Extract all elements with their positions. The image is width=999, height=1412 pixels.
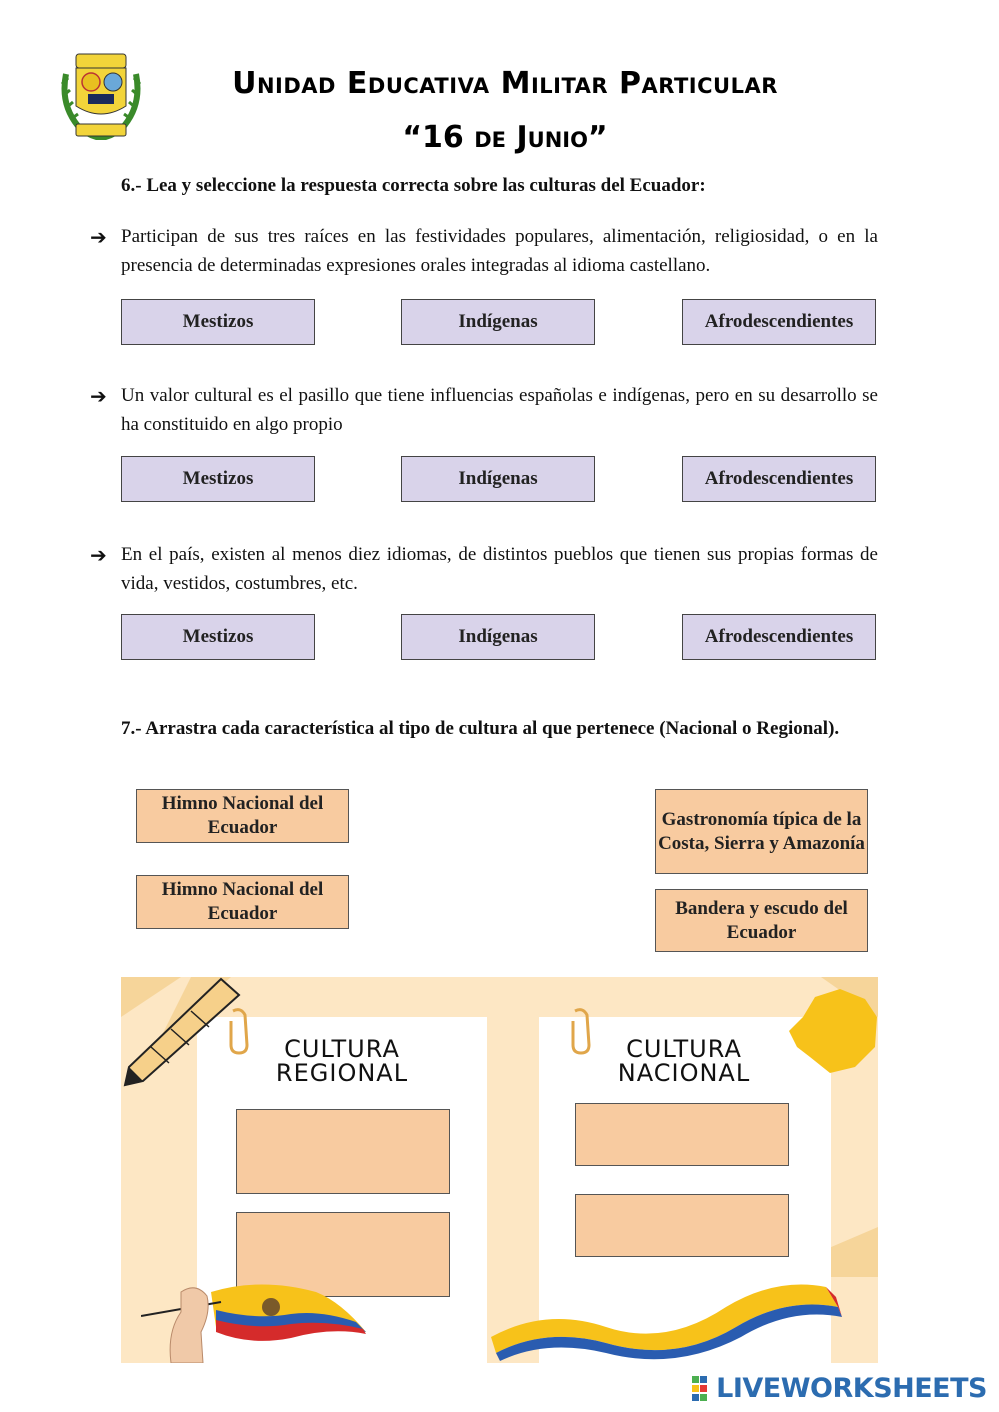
arrow-icon: ➔ (90, 543, 107, 567)
school-date: “16 de Junio” (402, 120, 608, 155)
q6-item-3-option-mestizos[interactable]: Mestizos (121, 614, 315, 660)
q6-item-3-option-afrodescendientes[interactable]: Afrodescendientes (682, 614, 876, 660)
regional-title-line-1: CULTURA (284, 1035, 400, 1063)
question-6-title: 6.- Lea y seleccione la respuesta correcta sobre las culturas del Ecuador: (121, 175, 706, 196)
q6-item-1-text: Participan de sus tres raíces en las festividades populares, alimentación, religiosidad, o en la presencia de determinadas expresiones orales integradas al idioma castellano. (121, 226, 878, 276)
drag-card-himno-1[interactable]: Himno Nacional del Ecuador (136, 789, 349, 843)
q6-item-2-text: Un valor cultural es el pasillo que tiene influencias españolas e indígenas, pero en su desarrollo se ha constituido en algo propio (121, 385, 878, 435)
nacional-title-line-2: NACIONAL (617, 1059, 751, 1087)
q6-item-3-option-indigenas[interactable]: Indígenas (401, 614, 595, 660)
nacional-title-line-1: CULTURA (626, 1035, 742, 1063)
ecuador-flag-ribbon-icon (486, 1267, 846, 1363)
q6-item-1-option-mestizos[interactable]: Mestizos (121, 299, 315, 345)
hand-flag-icon (141, 1272, 371, 1363)
q6-item-2-option-mestizos[interactable]: Mestizos (121, 456, 315, 502)
regional-title-line-2: REGIONAL (275, 1059, 409, 1087)
drag-card-himno-2[interactable]: Himno Nacional del Ecuador (136, 875, 349, 929)
nacional-drop-zone-2[interactable] (575, 1194, 789, 1257)
ecuador-map-icon (785, 987, 878, 1077)
nacional-drop-zone-1[interactable] (575, 1103, 789, 1166)
school-logo (58, 44, 144, 140)
regional-title (257, 1037, 427, 1085)
arrow-icon: ➔ (90, 225, 107, 249)
drop-panel (121, 977, 878, 1363)
drag-card-gastronomia[interactable]: Gastronomía típica de la Costa, Sierra y Amazonía (655, 789, 868, 874)
q6-item-2-option-afrodescendientes[interactable]: Afrodescendientes (682, 456, 876, 502)
liveworksheets-logo-icon (692, 1376, 716, 1402)
liveworksheets-footer (692, 1373, 987, 1404)
regional-drop-zone-1[interactable] (236, 1109, 450, 1194)
liveworksheets-brand[interactable]: LIVEWORKSHEETS (716, 1373, 987, 1404)
q6-item-2-option-indigenas[interactable]: Indígenas (401, 456, 595, 502)
q6-item-3-text: En el país, existen al menos diez idiomas, de distintos pueblos que tienen sus propias formas de vida, vestidos, costumbres, etc. (121, 544, 878, 594)
drag-card-bandera[interactable]: Bandera y escudo del Ecuador (655, 889, 868, 952)
paperclip-icon (223, 1007, 253, 1057)
q6-item-1-option-afrodescendientes[interactable]: Afrodescendientes (682, 299, 876, 345)
q6-item-1-option-indigenas[interactable]: Indígenas (401, 299, 595, 345)
nacional-title (599, 1037, 769, 1085)
arrow-icon: ➔ (90, 384, 107, 408)
question-7-title: 7.- Arrastra cada característica al tipo de cultura al que pertenece (Nacional o Regional). (121, 718, 840, 739)
school-name: Unidad Educativa Militar Particular (232, 66, 778, 101)
paperclip-icon (565, 1007, 595, 1057)
